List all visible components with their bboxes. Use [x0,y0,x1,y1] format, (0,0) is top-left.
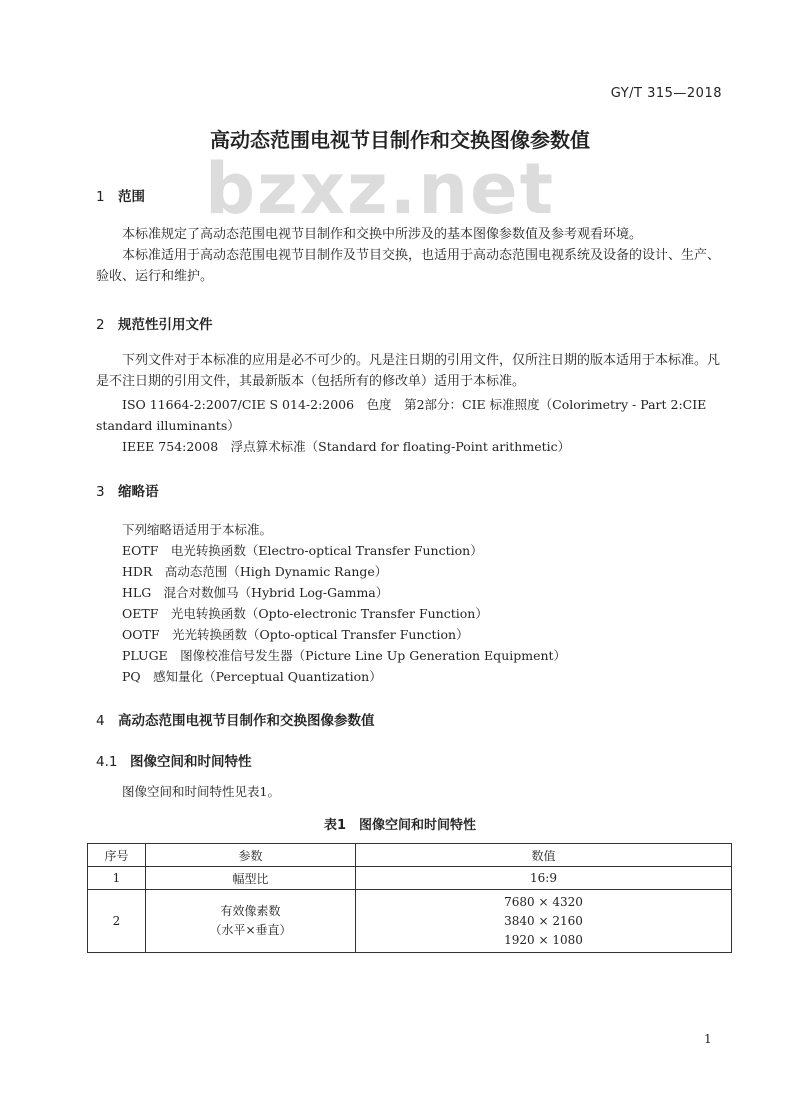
table-1-title: 表1 图像空间和时间特性 [323,818,477,833]
standard-number: GY/T 315—2018 [610,86,722,101]
section-number: 2 [96,317,105,333]
reference-iso-11664-continued: standard illuminants） [96,418,240,433]
abbreviation-item: HDR 高动态范围（High Dynamic Range） [122,564,388,579]
section-title: 高动态范围电视节目制作和交换图像参数值 [118,713,375,729]
table-cell-parameter: 幅型比 [146,867,356,890]
table-cell-value: 16:9 [356,867,732,890]
section-1-paragraph-2: 本标准适用于高动态范围电视节目制作及节目交换，也适用于高动态范围电视系统及设备的设计、生产、验收、运行和维护。 [96,248,721,284]
section-1-heading [96,185,145,205]
section-number: 1 [96,189,105,205]
abbreviation-item: HLG 混合对数伽马（Hybrid Log-Gamma） [122,585,389,600]
abbreviation-item: PLUGE 图像校准信号发生器（Picture Line Up Generation Equipment） [122,648,567,663]
table-header-cell: 数值 [356,844,732,867]
section-4-1-paragraph: 图像空间和时间特性见表1。 [122,784,280,799]
abbreviations-intro: 下列缩略语适用于本标准。 [122,522,273,537]
section-3-heading [96,480,159,500]
value-line: 3840 × 2160 [504,913,583,928]
section-2-heading [96,313,213,333]
section-4-1-heading [96,750,252,770]
watermark: bzxz.net [204,148,556,230]
section-number: 4 [96,713,105,729]
table-header-cell: 参数 [146,844,356,867]
table-cell-number: 2 [88,890,146,953]
table-row [88,890,732,953]
document-title: 高动态范围电视节目制作和交换图像参数值 [210,128,590,152]
parameter-line: （水平×垂直） [209,923,292,937]
section-title: 范围 [118,189,145,205]
table-header-cell: 序号 [88,844,146,867]
page-number: 1 [704,1032,712,1046]
abbreviation-item: PQ 感知量化（Perceptual Quantization） [122,669,382,684]
reference-iso-11664: ISO 11664-2:2007/CIE S 014-2:2006 色度 第2部分：CIE 标准照度（Colorimetry - Part 2:CIE [122,397,707,412]
abbreviation-item: OOTF 光光转换函数（Opto-optical Transfer Function） [122,627,469,642]
table-cell-parameter [146,890,356,953]
value-line: 7680 × 4320 [504,894,583,909]
section-2-paragraph-1: 下列文件对于本标准的应用是必不可少的。凡是注日期的引用文件，仅所注日期的版本适用于本标准。凡是不注日期的引用文件，其最新版本（包括所有的修改单）适用于本标准。 [96,353,721,389]
parameter-line: 有效像素数 [220,904,281,918]
table-cell-value [356,890,732,953]
table-1 [87,843,732,953]
reference-ieee-754: IEEE 754:2008 浮点算术标准（Standard for floating-Point arithmetic） [122,439,571,454]
section-number: 4.1 [96,754,118,770]
section-1-paragraph-1: 本标准规定了高动态范围电视节目制作和交换中所涉及的基本图像参数值及参考观看环境。 [122,227,643,242]
section-title: 缩略语 [118,484,159,500]
table-header-row [88,844,732,867]
section-4-heading [96,709,375,729]
value-line: 1920 × 1080 [504,932,583,947]
section-number: 3 [96,484,105,500]
table-row [88,867,732,890]
section-title: 规范性引用文件 [118,317,213,333]
abbreviation-item: OETF 光电转换函数（Opto-electronic Transfer Function） [122,606,488,621]
table-cell-number: 1 [88,867,146,890]
abbreviation-item: EOTF 电光转换函数（Electro-optical Transfer Function） [122,543,483,558]
section-title: 图像空间和时间特性 [130,754,252,770]
